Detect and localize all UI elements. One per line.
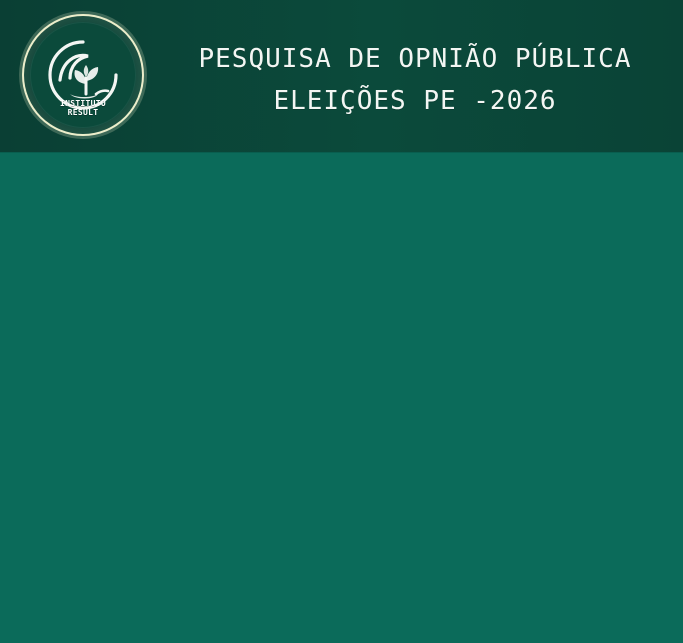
title-line-2: ELEIÇÕES PE -2026 <box>273 86 557 116</box>
page-title <box>170 40 660 120</box>
logo-badge <box>30 22 136 128</box>
logo-text-line-1: INSTITUTO <box>59 99 107 108</box>
institute-logo <box>24 16 142 134</box>
title-line-1: PESQUISA DE OPNIÃO PÚBLICA <box>198 44 632 74</box>
header-banner <box>0 0 683 152</box>
content-background <box>0 152 683 643</box>
logo-text-line-2: RESULT <box>67 108 99 117</box>
